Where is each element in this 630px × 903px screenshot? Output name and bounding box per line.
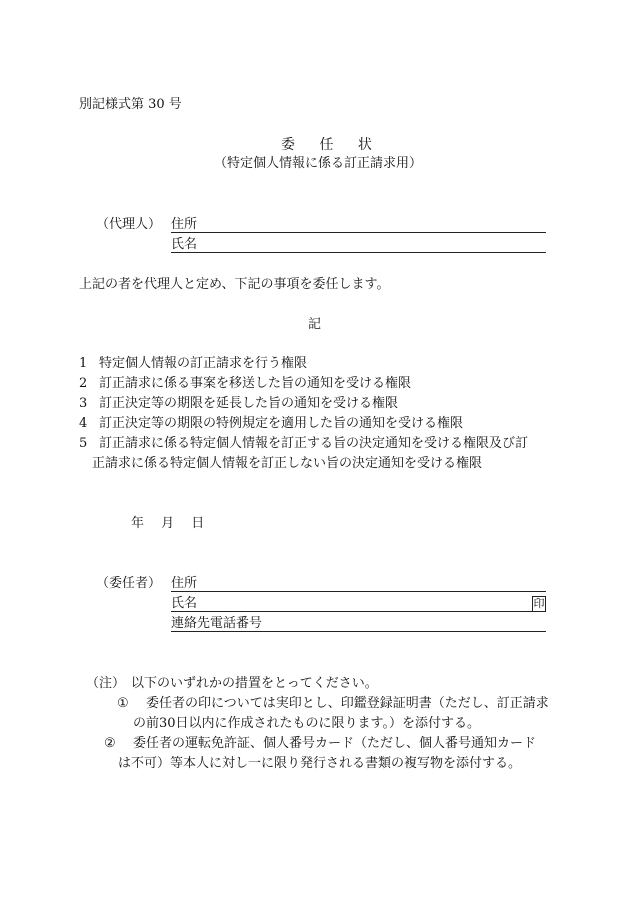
item-text: 訂正請求に係る特定個人情報を訂正する旨の決定通知を受ける権限及び訂: [99, 436, 529, 451]
notes-intro: 以下のいずれかの措置をとってください。: [131, 676, 378, 691]
note2-line1: 委任者の運転免許証、個人番号カード（ただし、個人番号通知カード: [133, 736, 537, 751]
list-item: [79, 397, 398, 410]
principal-role-label: （委任者）: [96, 576, 162, 591]
form-number: 別記様式第 30 号: [79, 97, 182, 112]
agent-role-label: （代理人）: [96, 217, 162, 232]
agent-name-label: 氏名: [171, 237, 198, 252]
seal-box: 印: [533, 597, 545, 610]
document-title: 委 任 状: [281, 137, 382, 153]
date-line: 年 月 日: [131, 516, 205, 531]
list-item: [79, 417, 463, 430]
item-number: 4: [79, 416, 88, 431]
agent-address-field[interactable]: [171, 218, 546, 233]
ki-heading: 記: [308, 317, 322, 332]
principal-address-field[interactable]: [171, 577, 546, 592]
note2-line2: は不可）等本人に対し一に限り発行される書類の複写物を添付する。: [118, 756, 522, 771]
item-number: 1: [79, 356, 88, 371]
item-number: 3: [79, 396, 88, 411]
note1-line1: 委任者の印については実印とし、印鑑登録証明書（ただし、訂正請求: [146, 696, 549, 711]
principal-address-label: 住所: [171, 576, 198, 591]
item-number: 2: [79, 376, 88, 391]
agent-name-field[interactable]: [171, 238, 546, 253]
agent-address-label: 住所: [171, 217, 198, 232]
item-number: 5: [79, 436, 88, 451]
list-item: [79, 357, 307, 370]
principal-name-label: 氏名: [171, 596, 198, 611]
note2-mark: ②: [104, 736, 116, 751]
note1-line2: の前30日以内に作成されたものに限ります。）を添付する。: [133, 716, 481, 731]
principal-phone-field[interactable]: [171, 617, 546, 632]
principal-name-field[interactable]: [171, 597, 546, 612]
delegation-statement: 上記の者を代理人と定め、下記の事項を委任します。: [79, 277, 390, 292]
list-item: [79, 377, 411, 390]
list-item: [79, 437, 528, 450]
item-text: 訂正決定等の期限を延長した旨の通知を受ける権限: [99, 396, 399, 411]
item-text: 訂正決定等の期限の特例規定を適用した旨の通知を受ける権限: [99, 416, 464, 431]
item-text: 訂正請求に係る事案を移送した旨の通知を受ける権限: [99, 376, 412, 391]
note1-mark: ①: [117, 696, 129, 711]
item-text: 特定個人情報の訂正請求を行う権限: [99, 356, 308, 371]
principal-phone-label: 連絡先電話番号: [171, 616, 263, 631]
document-subtitle: （特定個人情報に係る訂正請求用）: [214, 156, 423, 171]
notes-label: （注）: [86, 676, 126, 691]
list-item-continuation: 正請求に係る特定個人情報を訂正しない旨の決定通知を受ける権限: [92, 456, 483, 471]
